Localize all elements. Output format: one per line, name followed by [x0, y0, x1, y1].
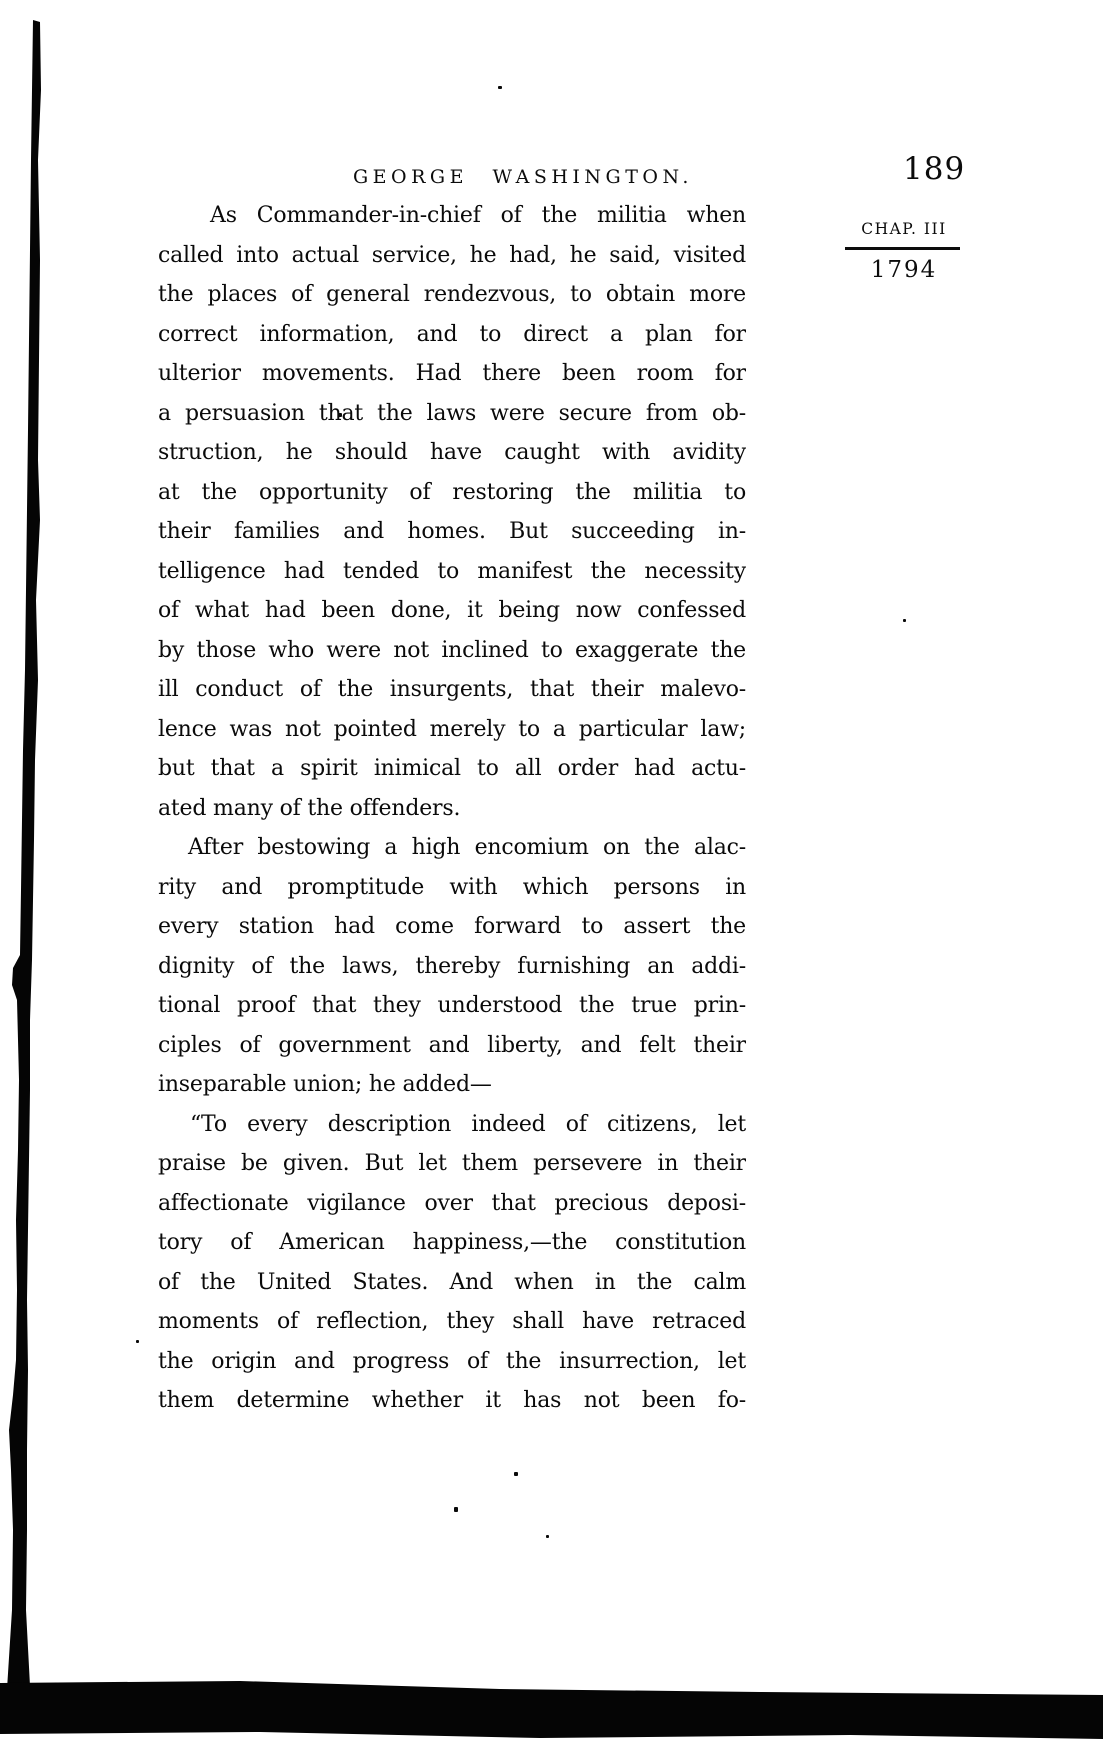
text-line: their families and homes. But succeeding in- [158, 519, 746, 544]
text-line: at the opportunity of restoring the militia to [158, 479, 746, 505]
text-line: ciples of government and liberty, and felt their [158, 1032, 746, 1058]
text-line: “To every description indeed of citizens, let [190, 1111, 746, 1137]
year-label: 1794 [870, 257, 938, 283]
ink-speck [498, 86, 502, 89]
text-line: called into actual service, he had, he said, visited [158, 242, 746, 268]
ink-speck [514, 1472, 518, 1476]
text-line: the places of general rendezvous, to obtain more [158, 282, 746, 307]
text-line: moments of reflection, they shall have retraced [158, 1309, 746, 1334]
text-line: tional proof that they understood the true prin- [158, 993, 746, 1018]
ink-speck [546, 1535, 549, 1538]
text-line: of the United States. And when in the calm [158, 1269, 746, 1295]
text-line: ulterior movements. Had there been room for [158, 361, 746, 386]
paragraph [158, 1105, 746, 1421]
text-line: rity and promptitude with which persons in [158, 874, 746, 900]
text-line: of what had been done, it being now confessed [158, 598, 746, 623]
body-text [158, 196, 746, 1421]
text-line: by those who were not inclined to exaggerate the [158, 637, 746, 663]
scan-gutter-shadow [0, 0, 50, 1745]
text-line: dignity of the laws, thereby furnishing an addi- [158, 953, 746, 979]
text-line: As Commander-in-chief of the militia when [210, 203, 746, 228]
ink-speck [903, 619, 906, 622]
page-number: 189 [903, 151, 966, 187]
text-line: ated many of the offenders. [158, 795, 461, 821]
margin-rule [845, 247, 960, 250]
text-line: correct information, and to direct a plan for [158, 321, 746, 347]
ink-speck [454, 1507, 458, 1512]
running-head: GEORGE WASHINGTON. [353, 166, 693, 188]
text-line: telligence had tended to manifest the necessity [158, 558, 746, 584]
text-line: praise be given. But let them persevere in their [158, 1151, 746, 1176]
paragraph [158, 196, 746, 828]
margin-notes [845, 220, 963, 283]
text-line: tory of American happiness,—the constitution [158, 1230, 746, 1255]
paragraph [158, 828, 746, 1105]
chapter-label: CHAP. III [861, 220, 947, 238]
text-line: a persuasion that the laws were secure from ob- [158, 400, 746, 426]
text-line: but that a spirit inimical to all order had actu- [158, 756, 746, 781]
scan-bottom-bar [0, 1675, 1103, 1745]
text-line: the origin and progress of the insurrection, let [158, 1348, 746, 1374]
text-line: every station had come forward to assert the [158, 914, 746, 939]
ink-speck [136, 1340, 139, 1343]
text-line: affectionate vigilance over that precious deposi- [158, 1190, 746, 1216]
text-line: ill conduct of the insurgents, that their malevo- [158, 677, 746, 702]
text-line: inseparable union; he added— [158, 1072, 492, 1097]
text-line: struction, he should have caught with avidity [158, 440, 746, 465]
text-line: After bestowing a high encomium on the alac- [188, 835, 746, 860]
text-line: them determine whether it has not been fo- [158, 1388, 746, 1413]
text-line: lence was not pointed merely to a particular law; [158, 716, 746, 742]
